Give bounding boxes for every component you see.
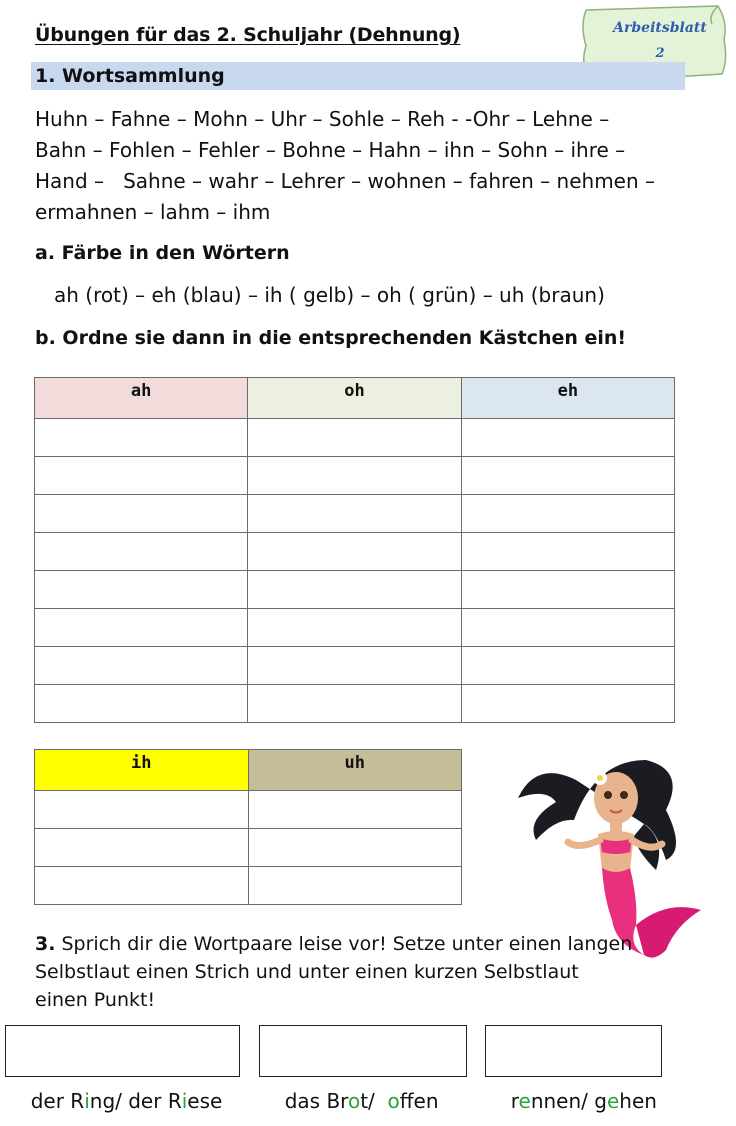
answer-cell[interactable] [248, 457, 461, 495]
answer-cell[interactable] [248, 867, 462, 905]
table-row [35, 419, 675, 457]
pair-vowel: e [606, 1089, 620, 1113]
column-header-ah: ah [35, 378, 248, 419]
pair-text: hen [619, 1089, 657, 1113]
table-row [35, 791, 462, 829]
table-row [35, 457, 675, 495]
banner-number: 2 [655, 46, 665, 61]
task-3-instructions [35, 930, 635, 1014]
section-heading-bar [31, 62, 685, 90]
answer-cell[interactable] [248, 571, 461, 609]
table-row [35, 867, 462, 905]
section-heading: 1. Wortsammlung [35, 65, 225, 87]
answer-cell[interactable] [461, 419, 674, 457]
word-pair-box [5, 1025, 240, 1113]
table-row [35, 495, 675, 533]
pair-vowel: i [84, 1089, 90, 1113]
column-header-eh: eh [461, 378, 674, 419]
table-row [35, 829, 462, 867]
answer-cell[interactable] [461, 609, 674, 647]
answer-cell[interactable] [35, 571, 248, 609]
task-a-heading: a. Färbe in den Wörtern [35, 242, 290, 264]
answer-cell[interactable] [35, 791, 249, 829]
word-line: Hand – Sahne – wahr – Lehrer – wohnen – fahren – nehmen – [35, 169, 656, 193]
answer-cell[interactable] [461, 571, 674, 609]
answer-cell[interactable] [35, 829, 249, 867]
task-3-number: 3. [35, 933, 56, 955]
pair-text: ffen [399, 1089, 439, 1113]
page-title: Übungen für das 2. Schuljahr (Dehnung) [35, 24, 461, 46]
task-b-heading: b. Ordne sie dann in die entsprechenden Kästchen ein! [35, 327, 627, 349]
answer-cell[interactable] [35, 457, 248, 495]
sort-table-ih-uh [34, 749, 462, 905]
word-line: Bahn – Fohlen – Fehler – Bohne – Hahn – ihn – Sohn – ihre – [35, 138, 626, 162]
word-pair-box [259, 1025, 467, 1113]
answer-cell[interactable] [248, 647, 461, 685]
column-header-ih: ih [35, 750, 249, 791]
answer-cell[interactable] [35, 419, 248, 457]
word-pair-box [485, 1025, 662, 1113]
column-header-oh: oh [248, 378, 461, 419]
pair-vowel: o [387, 1089, 400, 1113]
pair-text: t/ [360, 1089, 388, 1113]
answer-cell[interactable] [248, 419, 461, 457]
answer-cell[interactable] [248, 609, 461, 647]
answer-cell[interactable] [461, 685, 674, 723]
answer-cell[interactable] [35, 867, 249, 905]
answer-cell[interactable] [35, 533, 248, 571]
answer-cell[interactable] [248, 533, 461, 571]
answer-cell[interactable] [248, 495, 461, 533]
answer-cell[interactable] [35, 609, 248, 647]
task-3-text: Sprich dir die Wortpaare leise vor! Setze unter einen langen Selbstlaut einen Strich und unter einen kurzen Selbstlaut einen Punkt! [35, 933, 633, 1011]
sort-table-ah-oh-eh [34, 377, 675, 723]
pair-vowel: e [518, 1089, 531, 1113]
answer-cell[interactable] [35, 685, 248, 723]
pair-text: der R [30, 1089, 85, 1113]
answer-cell[interactable] [35, 495, 248, 533]
answer-cell[interactable] [248, 829, 462, 867]
answer-cell[interactable] [461, 647, 674, 685]
table-row [35, 609, 675, 647]
pair-text: r [510, 1089, 519, 1113]
pair-vowel: i [181, 1089, 188, 1113]
answer-cell[interactable] [248, 791, 462, 829]
column-header-uh: uh [248, 750, 462, 791]
color-hint: ah (rot) – eh (blau) – ih ( gelb) – oh ( grün) – uh (braun) [54, 283, 605, 307]
answer-cell[interactable] [35, 647, 248, 685]
pair-text: nnen/ g [530, 1089, 607, 1113]
pair-text: ese [187, 1089, 223, 1113]
table-row [35, 647, 675, 685]
pair-vowel: o [347, 1089, 361, 1113]
word-collection [35, 104, 685, 228]
answer-cell[interactable] [248, 685, 461, 723]
answer-cell[interactable] [461, 533, 674, 571]
answer-cell[interactable] [461, 495, 674, 533]
table-row [35, 533, 675, 571]
pair-text: das Br [284, 1089, 348, 1113]
pair-text: ng/ der R [89, 1089, 182, 1113]
answer-cell[interactable] [461, 457, 674, 495]
table-row [35, 571, 675, 609]
banner-label: Arbeitsblatt [613, 20, 707, 36]
table-row [35, 685, 675, 723]
word-line: ermahnen – lahm – ihm [35, 200, 271, 224]
word-line: Huhn – Fahne – Mohn – Uhr – Sohle – Reh - -Ohr – Lehne – [35, 107, 610, 131]
